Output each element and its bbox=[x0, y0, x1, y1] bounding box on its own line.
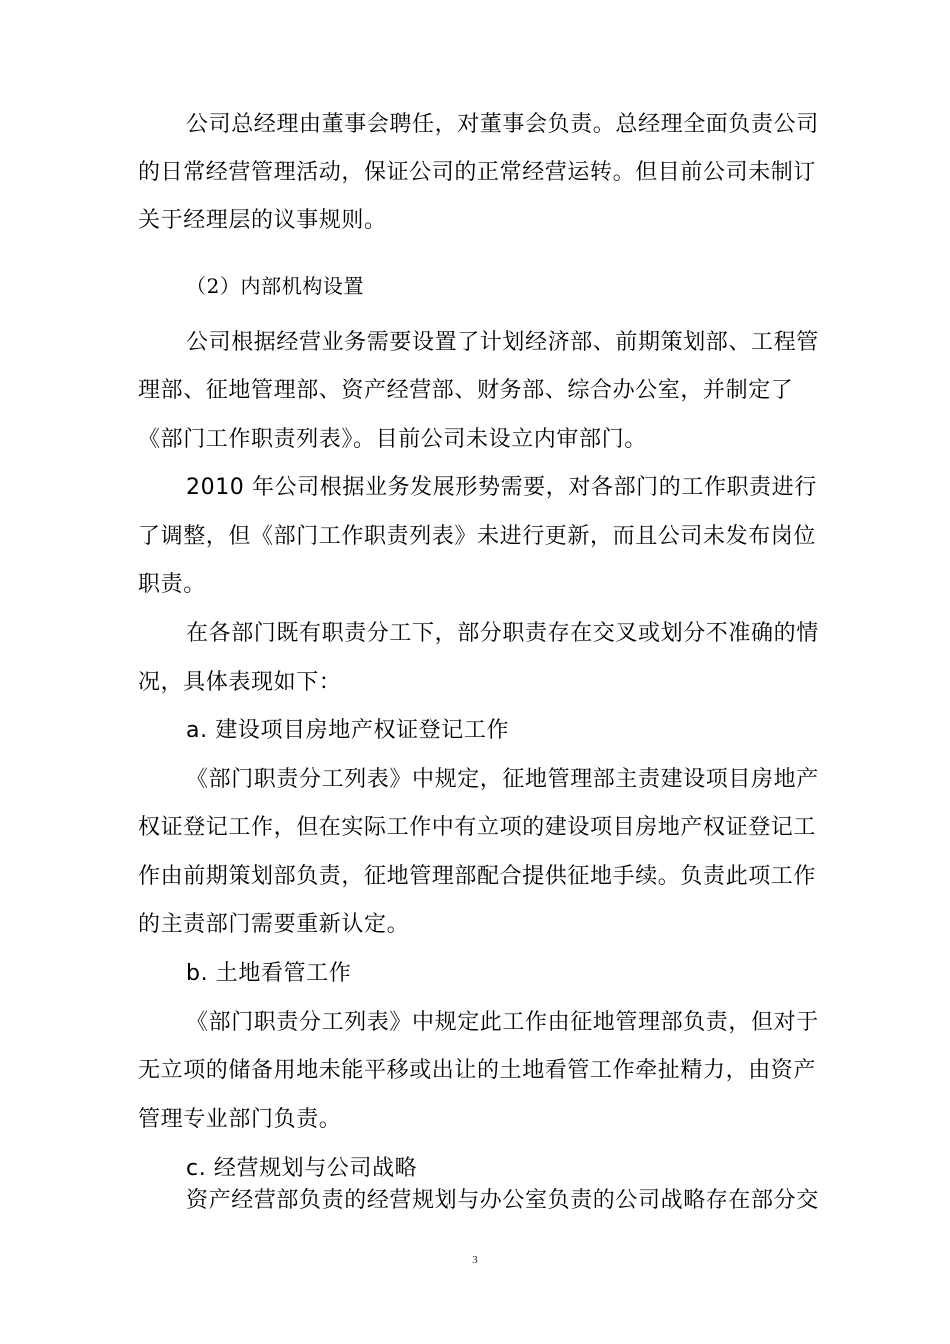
paragraph-line: 作由前期策划部负责，征地管理部配合提供征地手续。负责此项工作 bbox=[138, 864, 817, 889]
paragraph-line: 权证登记工作，但在实际工作中有立项的建设项目房地产权证登记工 bbox=[138, 815, 817, 840]
paragraph-line: 的主责部门需要重新认定。 bbox=[138, 912, 410, 937]
paragraph-line: 职责。 bbox=[138, 572, 206, 597]
paragraph-line: 理部、征地管理部、资产经营部、财务部、综合办公室，并制定了 bbox=[138, 378, 794, 403]
paragraph-line: 公司总经理由董事会聘任，对董事会负责。总经理全面负责公司 bbox=[186, 112, 819, 137]
list-item-heading: a. 建设项目房地产权证登记工作 bbox=[186, 718, 510, 743]
paragraph-line: 《部门工作职责列表》。目前公司未设立内审部门。 bbox=[138, 427, 647, 452]
paragraph-line: 关于经理层的议事规则。 bbox=[138, 208, 387, 233]
paragraph-line: 资产经营部负责的经营规划与办公室负责的公司战略存在部分交 bbox=[186, 1188, 819, 1213]
paragraph-line: 管理专业部门负责。 bbox=[138, 1107, 342, 1132]
paragraph-line: 况，具体表现如下： bbox=[138, 670, 342, 695]
paragraph-line: 的日常经营管理活动，保证公司的正常经营运转。但目前公司未制订 bbox=[138, 160, 817, 185]
paragraph-line: 《部门职责分工列表》中规定此工作由征地管理部负责，但对于 bbox=[186, 1010, 819, 1035]
section-heading: （2）内部机构设置 bbox=[186, 274, 365, 298]
paragraph-line: 无立项的储备用地未能平移或出让的土地看管工作牵扯精力，由资产 bbox=[138, 1058, 817, 1083]
list-item-heading: b. 土地看管工作 bbox=[186, 961, 352, 986]
page-number: 3 bbox=[472, 1254, 478, 1266]
list-item-heading: c. 经营规划与公司战略 bbox=[186, 1156, 418, 1181]
paragraph-line: 在各部门既有职责分工下，部分职责存在交叉或划分不准确的情 bbox=[186, 621, 819, 646]
paragraph-line: 了调整，但《部门工作职责列表》未进行更新，而且公司未发布岗位 bbox=[138, 524, 817, 549]
paragraph-line: 公司根据经营业务需要设置了计划经济部、前期策划部、工程管 bbox=[186, 330, 819, 355]
paragraph-line: 2010 年公司根据业务发展形势需要，对各部门的工作职责进行 bbox=[186, 475, 817, 500]
paragraph-line: 《部门职责分工列表》中规定，征地管理部主责建设项目房地产 bbox=[186, 767, 819, 792]
